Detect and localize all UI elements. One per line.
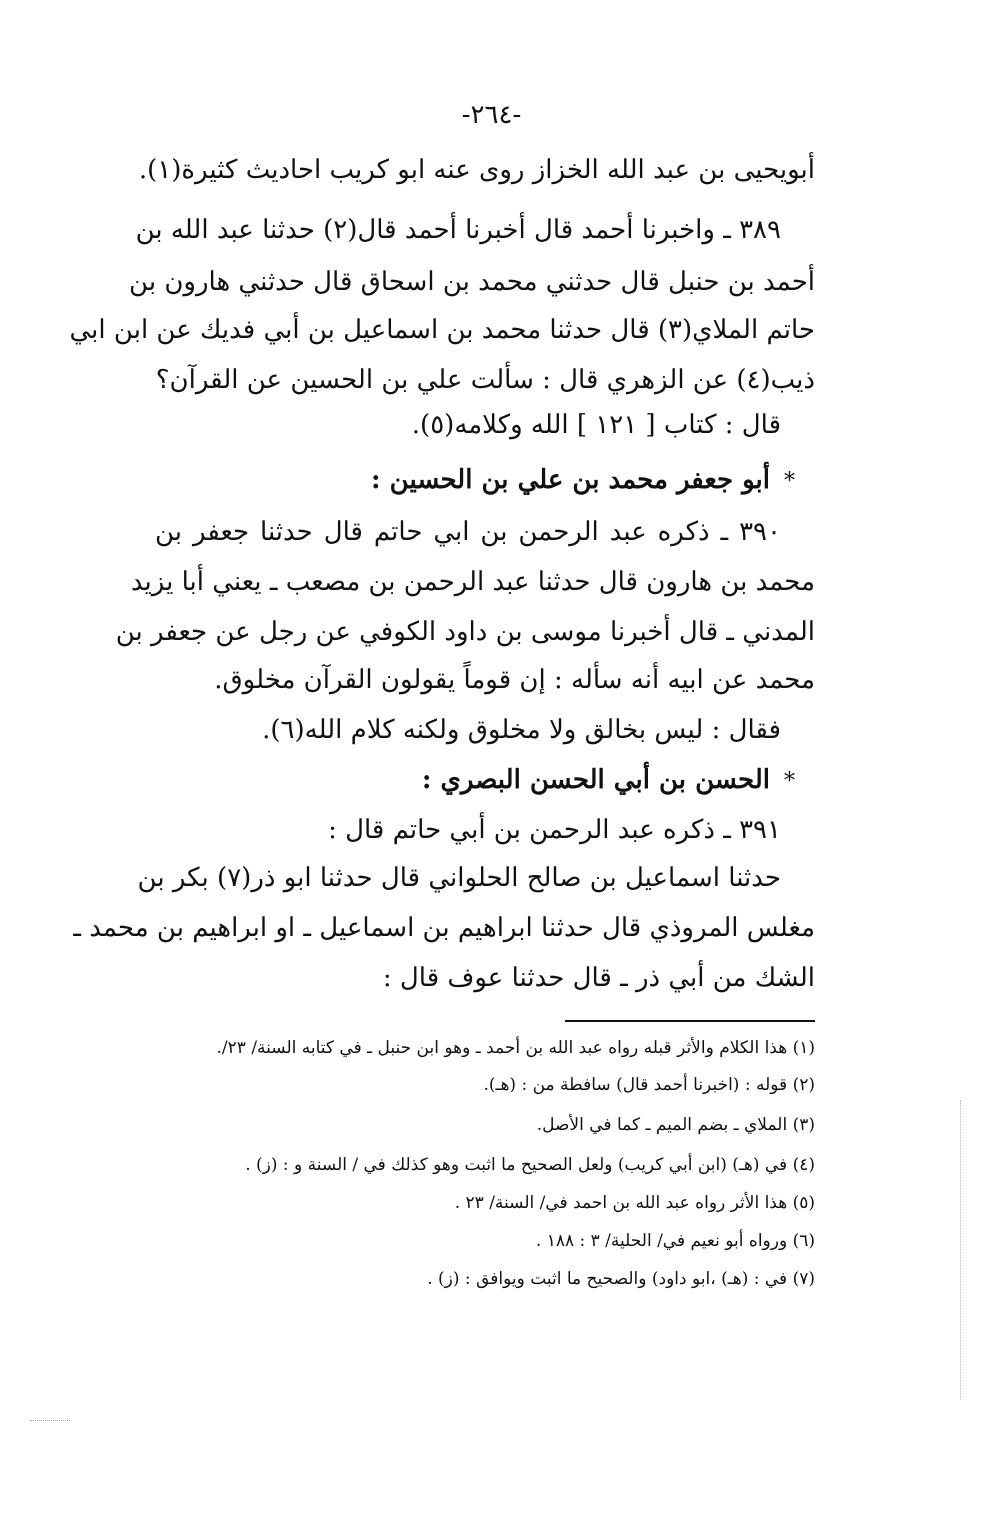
footnote-7: (٧) في : (هـ) ،ابو داود) والصحيح ما اثبت ويوافق : (ز) . <box>427 1269 815 1289</box>
footnote-2: (٢) قوله : (اخبرنا أحمد قال) سافطة من : (هـ). <box>483 1075 815 1095</box>
text-line-17: الشك من أبي ذر ـ قال حدثنا عوف قال : <box>382 963 815 993</box>
footnote-3: (٣) الملاي ـ بضم الميم ـ كما في الأصل. <box>536 1115 815 1135</box>
page-number: -٢٦٤- <box>461 100 522 130</box>
section-heading-hasan-basri <box>155 760 815 802</box>
text-line-15: حدثنا اسماعيل بن صالح الحلواني قال حدثنا ابو ذر(٧) بكر بن <box>137 863 781 893</box>
footnote-1: (١) هذا الكلام والأثر قبله رواه عبد الله بن أحمد ـ وهو ابن حنبل ـ في كتابه السنة/ ٢٣/. <box>216 1038 815 1058</box>
footnote-6: (٦) ورواه أبو نعيم في/ الحلية/ ٣ : ١٨٨ . <box>535 1231 815 1251</box>
text-line-11: محمد عن ابيه أنه سأله : إن قوماً يقولون القرآن مخلوق. <box>214 665 815 695</box>
heading-marker: * <box>784 769 795 794</box>
footnote-4: (٤) في (هـ) (ابن أبي كريب) ولعل الصحيح ما اثبت وهو كذلك في / السنة و : (ز) . <box>245 1155 815 1175</box>
section-heading-abu-jafar <box>155 460 815 502</box>
text-line-4: حاتم الملاي(٣) قال حدثنا محمد بن اسماعيل بن أبي فديك عن ابن ابي <box>69 315 815 345</box>
text-line-8: ٣٩٠ ـ ذكره عبد الرحمن بن ابي حاتم قال حدثنا جعفر بن <box>155 517 781 547</box>
text-line-10: المدني ـ قال أخبرنا موسى بن داود الكوفي عن رجل عن جعفر بن <box>115 617 815 647</box>
heading-text: الحسن بن أبي الحسن البصري : <box>421 765 770 795</box>
text-line-3: أحمد بن حنبل قال حدثني محمد بن اسحاق قال حدثني هارون بن <box>129 267 815 297</box>
heading-marker: * <box>784 469 795 494</box>
text-line-16: مغلس المروذي قال حدثنا ابراهيم بن اسماعيل ـ او ابراهيم بن محمد ـ <box>73 913 815 943</box>
text-line-9: محمد بن هارون قال حدثنا عبد الرحمن بن مصعب ـ يعني أبا يزيد <box>130 567 815 597</box>
text-line-5: ذيب(٤) عن الزهري قال : سألت علي بن الحسين عن القرآن؟ <box>155 365 815 395</box>
text-line-6: قال : كتاب [ ١٢١ ] الله وكلامه(٥). <box>411 410 781 440</box>
text-line-1: أبويحيى بن عبد الله الخزاز روى عنه ابو كريب احاديث كثيرة(١). <box>138 155 815 185</box>
scan-artifact-dots <box>30 1420 70 1421</box>
text-line-2: ٣٨٩ ـ واخبرنا أحمد قال أخبرنا أحمد قال(٢) حدثنا عبد الله بن <box>135 215 781 245</box>
scan-edge-mark <box>960 1100 961 1400</box>
text-line-14: ٣٩١ ـ ذكره عبد الرحمن بن أبي حاتم قال : <box>328 815 781 845</box>
footnote-separator <box>565 1020 815 1022</box>
heading-text: أبو جعفر محمد بن علي بن الحسين : <box>371 465 770 495</box>
text-line-12: فقال : ليس بخالق ولا مخلوق ولكنه كلام الله(٦). <box>262 715 781 745</box>
footnote-5: (٥) هذا الأثر رواه عبد الله بن احمد في/ السنة/ ٢٣ . <box>454 1193 815 1213</box>
